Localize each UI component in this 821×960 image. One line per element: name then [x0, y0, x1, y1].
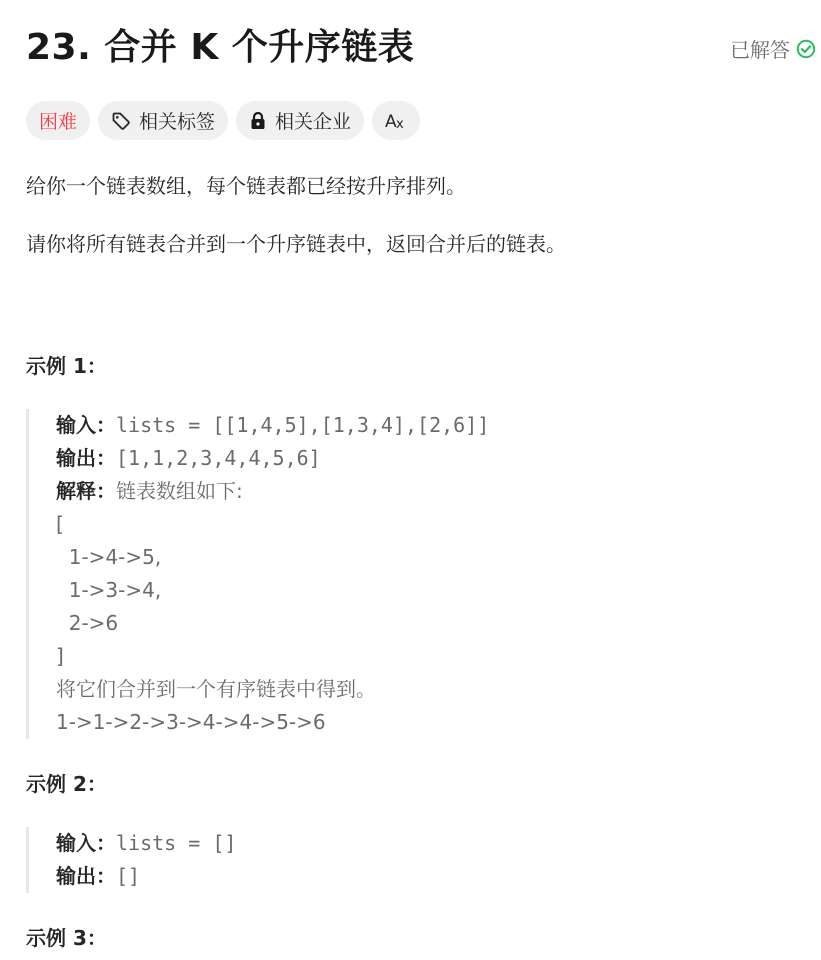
difficulty-label: 困难 — [39, 111, 78, 133]
input-value: lists = [[1,4,5],[1,3,4],[2,6]] — [116, 413, 490, 437]
example-1-explain — [56, 475, 816, 508]
check-circle-icon — [796, 39, 816, 59]
explain-line-text: 1->3->4, — [56, 578, 162, 602]
tag-icon — [111, 111, 131, 131]
output-label: 输出： — [56, 864, 116, 888]
lock-icon — [249, 111, 267, 131]
example-2-input — [56, 827, 816, 860]
translate-button[interactable] — [372, 101, 420, 140]
explain-line-text: 将它们合并到一个有序链表中得到。 — [56, 677, 376, 701]
related-tags-label: 相关标签 — [139, 111, 216, 133]
example-1-block — [26, 409, 816, 739]
problem-header — [26, 0, 816, 94]
explain-line-text: [ — [56, 512, 64, 536]
description-paragraph-1: 给你一个链表数组，每个链表都已经按升序排列。 — [26, 174, 466, 198]
related-tags-button[interactable] — [98, 101, 228, 140]
input-label: 输入： — [56, 413, 116, 437]
explain-line — [56, 574, 816, 607]
example-2-output — [56, 860, 816, 893]
problem-page — [26, 0, 816, 953]
explain-label: 解释： — [56, 479, 116, 503]
svg-text:x: x — [396, 116, 404, 131]
explain-line-text: 1->4->5, — [56, 545, 162, 569]
output-label: 输出： — [56, 446, 116, 470]
explain-line — [56, 607, 816, 640]
example-2-title: 示例 2： — [26, 772, 107, 796]
solved-status — [730, 34, 816, 63]
explain-line-text: 2->6 — [56, 611, 119, 635]
related-companies-button[interactable] — [236, 101, 364, 140]
tag-row — [26, 101, 816, 141]
example-3-title: 示例 3： — [26, 926, 107, 950]
explain-line — [56, 541, 816, 574]
input-label: 输入： — [56, 831, 116, 855]
svg-text:A: A — [385, 111, 397, 131]
example-1-title: 示例 1： — [26, 354, 107, 378]
explain-line — [56, 673, 816, 706]
difficulty-badge[interactable] — [26, 101, 90, 140]
problem-description — [26, 171, 816, 259]
output-value: [] — [116, 864, 141, 888]
explain-line-text: ] — [56, 644, 64, 668]
explain-line — [56, 640, 816, 673]
example-1-input — [56, 409, 816, 442]
example-2-block — [26, 827, 816, 893]
explain-line — [56, 706, 816, 739]
related-companies-label: 相关企业 — [275, 111, 352, 133]
example-1-output — [56, 442, 816, 475]
explain-line-text: 1->1->2->3->4->4->5->6 — [56, 710, 326, 734]
input-value: lists = [] — [116, 831, 237, 855]
explain-line — [56, 508, 816, 541]
description-paragraph-2: 请你将所有链表合并到一个升序链表中，返回合并后的链表。 — [26, 232, 566, 256]
problem-title: 23. 合并 K 个升序链表 — [26, 27, 415, 68]
translate-icon — [385, 111, 407, 131]
solved-label: 已解答 — [730, 38, 790, 62]
explain-value: 链表数组如下: — [116, 479, 243, 503]
output-value: [1,1,2,3,4,4,5,6] — [116, 446, 321, 470]
